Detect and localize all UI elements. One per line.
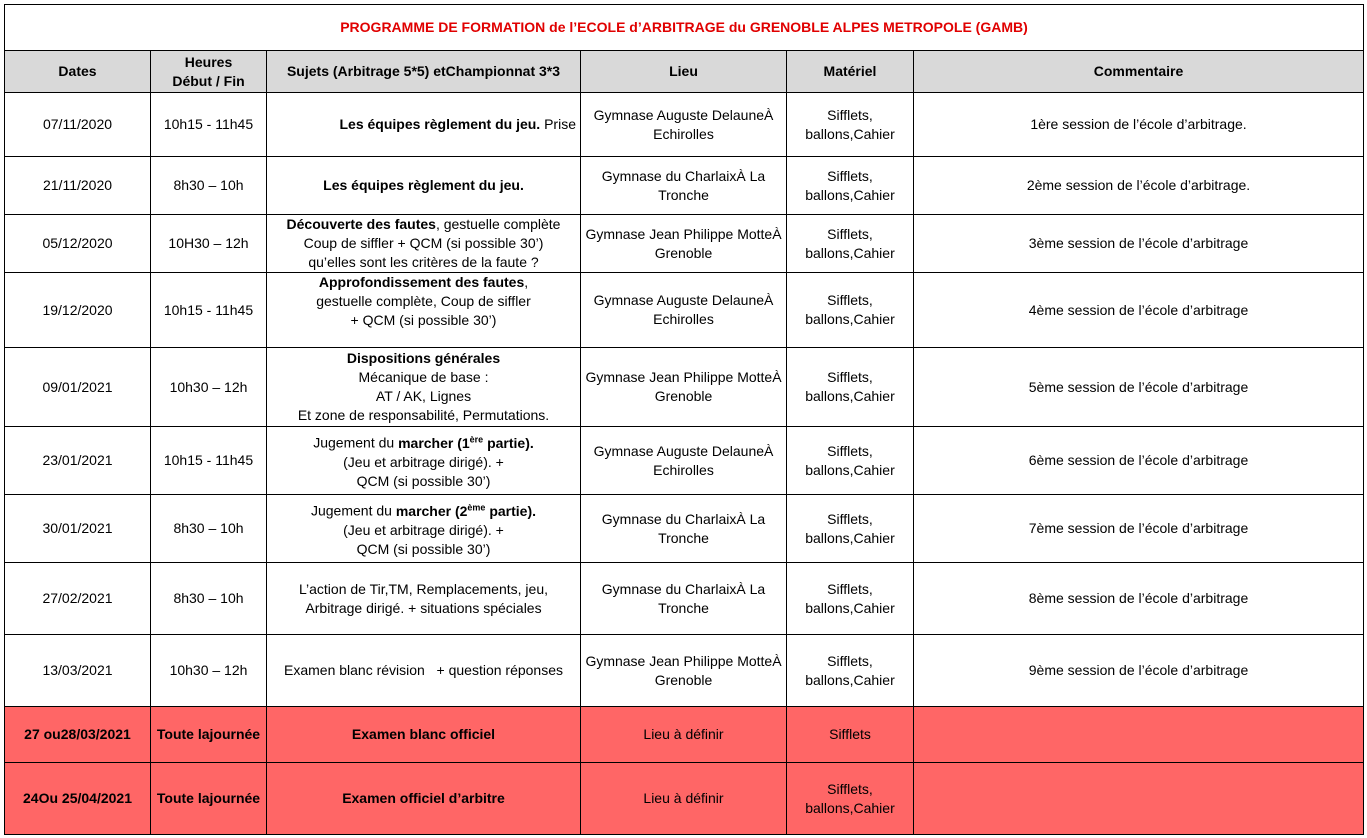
location-city: À Grenoble: [654, 369, 782, 404]
subject-superscript: ère: [469, 434, 484, 445]
equipment-cell: [787, 563, 914, 635]
exam-equipment-cell: [787, 707, 914, 763]
subject-line: Coup de siffler + QCM (si possible 30’): [303, 235, 544, 251]
subject-line: Mécanique de base :: [358, 369, 489, 385]
subject-cell: [267, 563, 581, 635]
subject-line: QCM (si possible 30’): [356, 472, 491, 489]
date-cell: 30/01/2021: [5, 495, 151, 563]
equipment-line: Cahier: [853, 599, 895, 616]
header-heures-line2: Début / Fin: [172, 72, 245, 89]
exam-row: [5, 707, 1364, 763]
hours-cell: 10h30 – 12h: [151, 635, 267, 707]
hours-cell: 10h15 - 11h45: [151, 273, 267, 348]
table-row: [5, 427, 1364, 495]
location-name: Gymnase du Charlaix: [601, 580, 737, 597]
exam-hours-cell: [151, 763, 267, 835]
header-heures-line1: Heures: [184, 53, 233, 70]
exam-comment-cell: [914, 707, 1364, 763]
date-cell: 09/01/2021: [5, 348, 151, 427]
table-row: [5, 348, 1364, 427]
date-cell: 23/01/2021: [5, 427, 151, 495]
subject-cell: [267, 157, 581, 215]
location-city: À Grenoble: [654, 225, 782, 261]
equipment-line: Sifflets, ballons,: [805, 580, 873, 616]
comment-cell: 1ère session de l’école d’arbitrage.: [914, 93, 1364, 157]
subject-bold: Les équipes règlement du jeu.: [339, 116, 541, 132]
program-title: PROGRAMME DE FORMATION de l’ECOLE d’ARBITRAGE du GRENOBLE ALPES METROPOLE (GAMB): [5, 5, 1364, 51]
date-cell: 19/12/2020: [5, 273, 151, 348]
equipment-cell: [787, 427, 914, 495]
subject-superscript: ème: [467, 502, 486, 513]
exam-row: [5, 763, 1364, 835]
exam-hours-line: journée: [209, 790, 261, 806]
subject-text: Jugement du: [313, 434, 399, 451]
equipment-cell: [787, 273, 914, 348]
comment-cell: 7ème session de l’école d’arbitrage: [914, 495, 1364, 563]
location-name: Gymnase du Charlaix: [601, 167, 737, 184]
exam-hours-line: journée: [209, 726, 261, 742]
equipment-line: Sifflets: [829, 726, 871, 742]
equipment-cell: [787, 495, 914, 563]
table-row: [5, 157, 1364, 215]
location-cell: [581, 563, 787, 635]
hours-cell: 10h15 - 11h45: [151, 93, 267, 157]
table-row: [5, 273, 1364, 348]
equipment-cell: [787, 93, 914, 157]
exam-hours-line: Toute la: [156, 726, 210, 742]
subject-line: [271, 498, 576, 521]
equipment-cell: [787, 635, 914, 707]
location-name: Gymnase Jean Philippe Motte: [585, 225, 773, 242]
header-sujets: Sujets (Arbitrage 5*5) etChampionnat 3*3: [267, 51, 581, 93]
header-commentaire: Commentaire: [914, 51, 1364, 93]
subject-cell: Examen blanc révision + question réponses: [267, 635, 581, 707]
subject-text: Jugement du: [310, 502, 396, 519]
subject-bold: [398, 435, 534, 451]
hours-cell: 8h30 – 10h: [151, 563, 267, 635]
table-row: [5, 495, 1364, 563]
hours-cell: 10h30 – 12h: [151, 348, 267, 427]
location-name: Gymnase du Charlaix: [601, 510, 737, 527]
equipment-line: Cahier: [853, 244, 895, 261]
comment-cell: 8ème session de l’école d’arbitrage: [914, 563, 1364, 635]
equipment-line: Cahier: [853, 311, 895, 327]
subject-line: qu’elles sont les critères de la faute ?: [308, 254, 539, 270]
equipment-line: Sifflets, ballons,: [805, 652, 873, 688]
exam-hours-line: Toute la: [156, 790, 210, 806]
hours-cell: 8h30 – 10h: [151, 157, 267, 215]
table-row: [5, 635, 1364, 707]
location-city: À Grenoble: [654, 652, 782, 688]
date-cell: 07/11/2020: [5, 93, 151, 157]
subject-text: ,: [524, 274, 529, 290]
subject-line: AT / AK, Lignes: [375, 388, 472, 404]
location-cell: [581, 495, 787, 563]
comment-cell: 2ème session de l’école d’arbitrage.: [914, 157, 1364, 215]
exam-subject-cell: Examen blanc officiel: [267, 707, 581, 763]
subject-bold: Découverte des fautes: [286, 216, 436, 232]
table-row: [5, 563, 1364, 635]
equipment-cell: [787, 157, 914, 215]
date-cell: 13/03/2021: [5, 635, 151, 707]
equipment-cell: [787, 348, 914, 427]
subject-bold: [396, 503, 536, 519]
subject-line: gestuelle complète, Coup de siffler: [316, 293, 531, 309]
header-materiel: Matériel: [787, 51, 914, 93]
exam-date-line: Ou 25/04/2021: [38, 790, 132, 806]
exam-date-cell: [5, 763, 151, 835]
location-city: À Echirolles: [653, 292, 774, 327]
exam-subject-cell: Examen officiel d’arbitre: [267, 763, 581, 835]
date-cell: 05/12/2020: [5, 215, 151, 273]
location-name: Gymnase Auguste Delaune: [593, 106, 765, 123]
subject-line: [271, 349, 576, 368]
comment-cell: 3ème session de l’école d’arbitrage: [914, 215, 1364, 273]
hours-cell: 8h30 – 10h: [151, 495, 267, 563]
header-heures: [151, 51, 267, 93]
equipment-line: Cahier: [853, 461, 895, 478]
equipment-line: Sifflets, ballons,: [805, 167, 873, 203]
equipment-line: Sifflets, ballons,: [805, 292, 873, 327]
subject-bold-part: marcher (1: [398, 434, 470, 451]
location-cell: [581, 348, 787, 427]
subject-cell: [267, 427, 581, 495]
subject-cell: [267, 273, 581, 348]
date-cell: 27/02/2021: [5, 563, 151, 635]
subject-cell: [267, 93, 581, 157]
comment-cell: 4ème session de l’école d’arbitrage: [914, 273, 1364, 348]
subject-line: [271, 430, 576, 453]
equipment-line: Sifflets, ballons,: [805, 442, 873, 478]
table-row: [5, 215, 1364, 273]
location-cell: [581, 427, 787, 495]
equipment-line: Cahier: [853, 125, 895, 142]
header-lieu: Lieu: [581, 51, 787, 93]
subject-line: [271, 215, 576, 234]
subject-line: L’action de Tir,TM, Remplacements, jeu,: [299, 580, 548, 597]
subject-bold: Les équipes règlement du jeu.: [323, 177, 524, 193]
subject-line: Arbitrage dirigé. + situations spéciales: [305, 599, 542, 616]
hours-cell: 10h15 - 11h45: [151, 427, 267, 495]
location-city: À La Tronche: [658, 580, 766, 616]
subject-bold: Approfondissement des fautes: [318, 274, 525, 290]
exam-date-line: 28/03/2021: [60, 726, 131, 742]
subject-line: (Jeu et arbitrage dirigé). +: [343, 521, 504, 538]
hours-cell: 10H30 – 12h: [151, 215, 267, 273]
equipment-line: Sifflets, ballons,: [805, 225, 873, 261]
subject-text: Prise: [540, 116, 576, 132]
equipment-line: Cahier: [853, 799, 895, 816]
equipment-line: Sifflets, ballons,: [805, 510, 873, 546]
equipment-line: Sifflets, ballons,: [805, 106, 873, 142]
location-name: Gymnase Jean Philippe Motte: [585, 369, 773, 385]
exam-date-line: 27 ou: [24, 726, 61, 742]
location-city: À La Tronche: [658, 167, 766, 203]
exam-date-cell: [5, 707, 151, 763]
subject-line: Et zone de responsabilité, Permutations.: [297, 407, 550, 423]
date-cell: 21/11/2020: [5, 157, 151, 215]
subject-line: [271, 273, 576, 292]
exam-hours-cell: [151, 707, 267, 763]
subject-cell: [267, 215, 581, 273]
comment-cell: 5ème session de l’école d’arbitrage: [914, 348, 1364, 427]
exam-location-cell: Lieu à définir: [581, 707, 787, 763]
subject-line: + QCM (si possible 30’): [350, 312, 497, 328]
subject-text: , gestuelle complète: [435, 216, 561, 232]
subject-bold-part: marcher (2: [395, 502, 468, 519]
location-cell: [581, 273, 787, 348]
header-dates: Dates: [5, 51, 151, 93]
location-cell: [581, 215, 787, 273]
subject-cell: [267, 495, 581, 563]
location-name: Gymnase Auguste Delaune: [593, 442, 765, 459]
training-program-table: [4, 4, 1364, 835]
subject-bold-part: partie).: [483, 434, 534, 451]
equipment-line: Cahier: [853, 186, 895, 203]
location-cell: [581, 157, 787, 215]
header-row: [5, 51, 1364, 93]
comment-cell: 6ème session de l’école d’arbitrage: [914, 427, 1364, 495]
exam-date-line: 24: [23, 790, 39, 806]
equipment-line: Cahier: [853, 388, 895, 404]
title-row: [5, 5, 1364, 51]
equipment-line: Sifflets, ballons,: [805, 369, 873, 404]
equipment-line: Sifflets, ballons,: [805, 780, 873, 816]
location-city: À La Tronche: [658, 510, 766, 546]
subject-bold: Dispositions générales: [346, 350, 501, 366]
location-name: Gymnase Jean Philippe Motte: [585, 652, 773, 669]
equipment-line: Cahier: [853, 671, 895, 688]
location-city: À Echirolles: [653, 442, 774, 478]
subject-line: QCM (si possible 30’): [356, 540, 491, 557]
subject-cell: [267, 348, 581, 427]
exam-location-cell: Lieu à définir: [581, 763, 787, 835]
table-row: [5, 93, 1364, 157]
comment-cell: 9ème session de l’école d’arbitrage: [914, 635, 1364, 707]
subject-line: (Jeu et arbitrage dirigé). +: [343, 453, 504, 470]
location-city: À Echirolles: [653, 106, 774, 142]
equipment-line: Cahier: [853, 529, 895, 546]
location-name: Gymnase Auguste Delaune: [593, 292, 765, 308]
equipment-cell: [787, 215, 914, 273]
location-cell: [581, 635, 787, 707]
exam-comment-cell: [914, 763, 1364, 835]
exam-equipment-cell: [787, 763, 914, 835]
location-cell: [581, 93, 787, 157]
subject-bold-part: partie).: [485, 502, 537, 519]
